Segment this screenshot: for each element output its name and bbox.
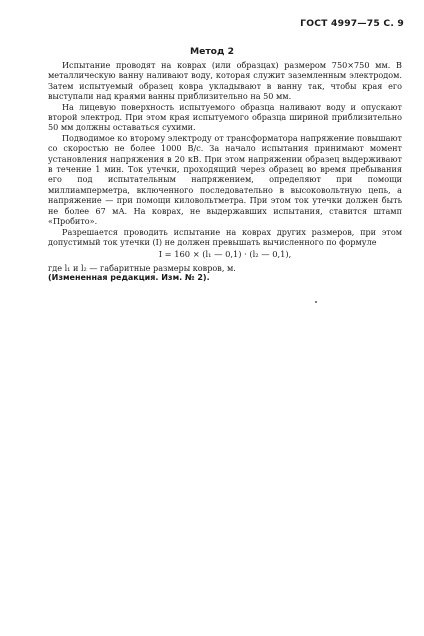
paragraph-4: Разрешается проводить испытание на коврах других размеров, при этом допустимый ток утечки (I) не должен превышать вычисленного по формуле xyxy=(48,226,402,247)
speck-mark xyxy=(315,301,317,303)
paragraph-1: Испытание проводят на коврах (или образцах) размером 750×750 мм. В металлическую ванну наливают воду, которая служит заземленным электродом. Затем испытуемый образец ковра укладывают в ванну так, чтобы края его выступали над краями ванны приблизительно на 50 мм. xyxy=(48,60,402,102)
method-title: Метод 2 xyxy=(189,46,235,57)
page-header: ГОСТ 4997—75 С. 9 xyxy=(300,18,404,29)
where-line: где l₁ и l₂ — габаритные размеры ковров, м. xyxy=(48,262,236,273)
formula: I = 160 × (l₁ — 0,1) · (l₂ — 0,1), xyxy=(158,249,292,260)
paragraph-3: Подводимое ко второму электроду от трансформатора напряжение повышают со скоростью не более 1000 В/с. За начало испытания принимают момент установления напряжения в 20 кВ. При этом напряжении образец выдерживают в течение 1 мин. Ток утечки, проходящий через образец во время пребывания его под испытательным напряжением, определяют при помощи миллиамперметра, включенного последовательно в высоковольтную цепь, а напряжение — при помощи киловольтметра. При этом ток утечки должен быть не более 67 мА. На коврах, не выдержавших испытания, ставится штамп «Пробито». xyxy=(48,132,402,227)
revision-note: (Измененная редакция. Изм. № 2). xyxy=(48,273,210,283)
paragraph-2: На лицевую поверхность испытуемого образца наливают воду и опускают второй электрод. При этом края испытуемого образца шириной приблизительно 50 мм должны оставаться сухими. xyxy=(48,101,402,133)
document-body xyxy=(48,60,402,284)
